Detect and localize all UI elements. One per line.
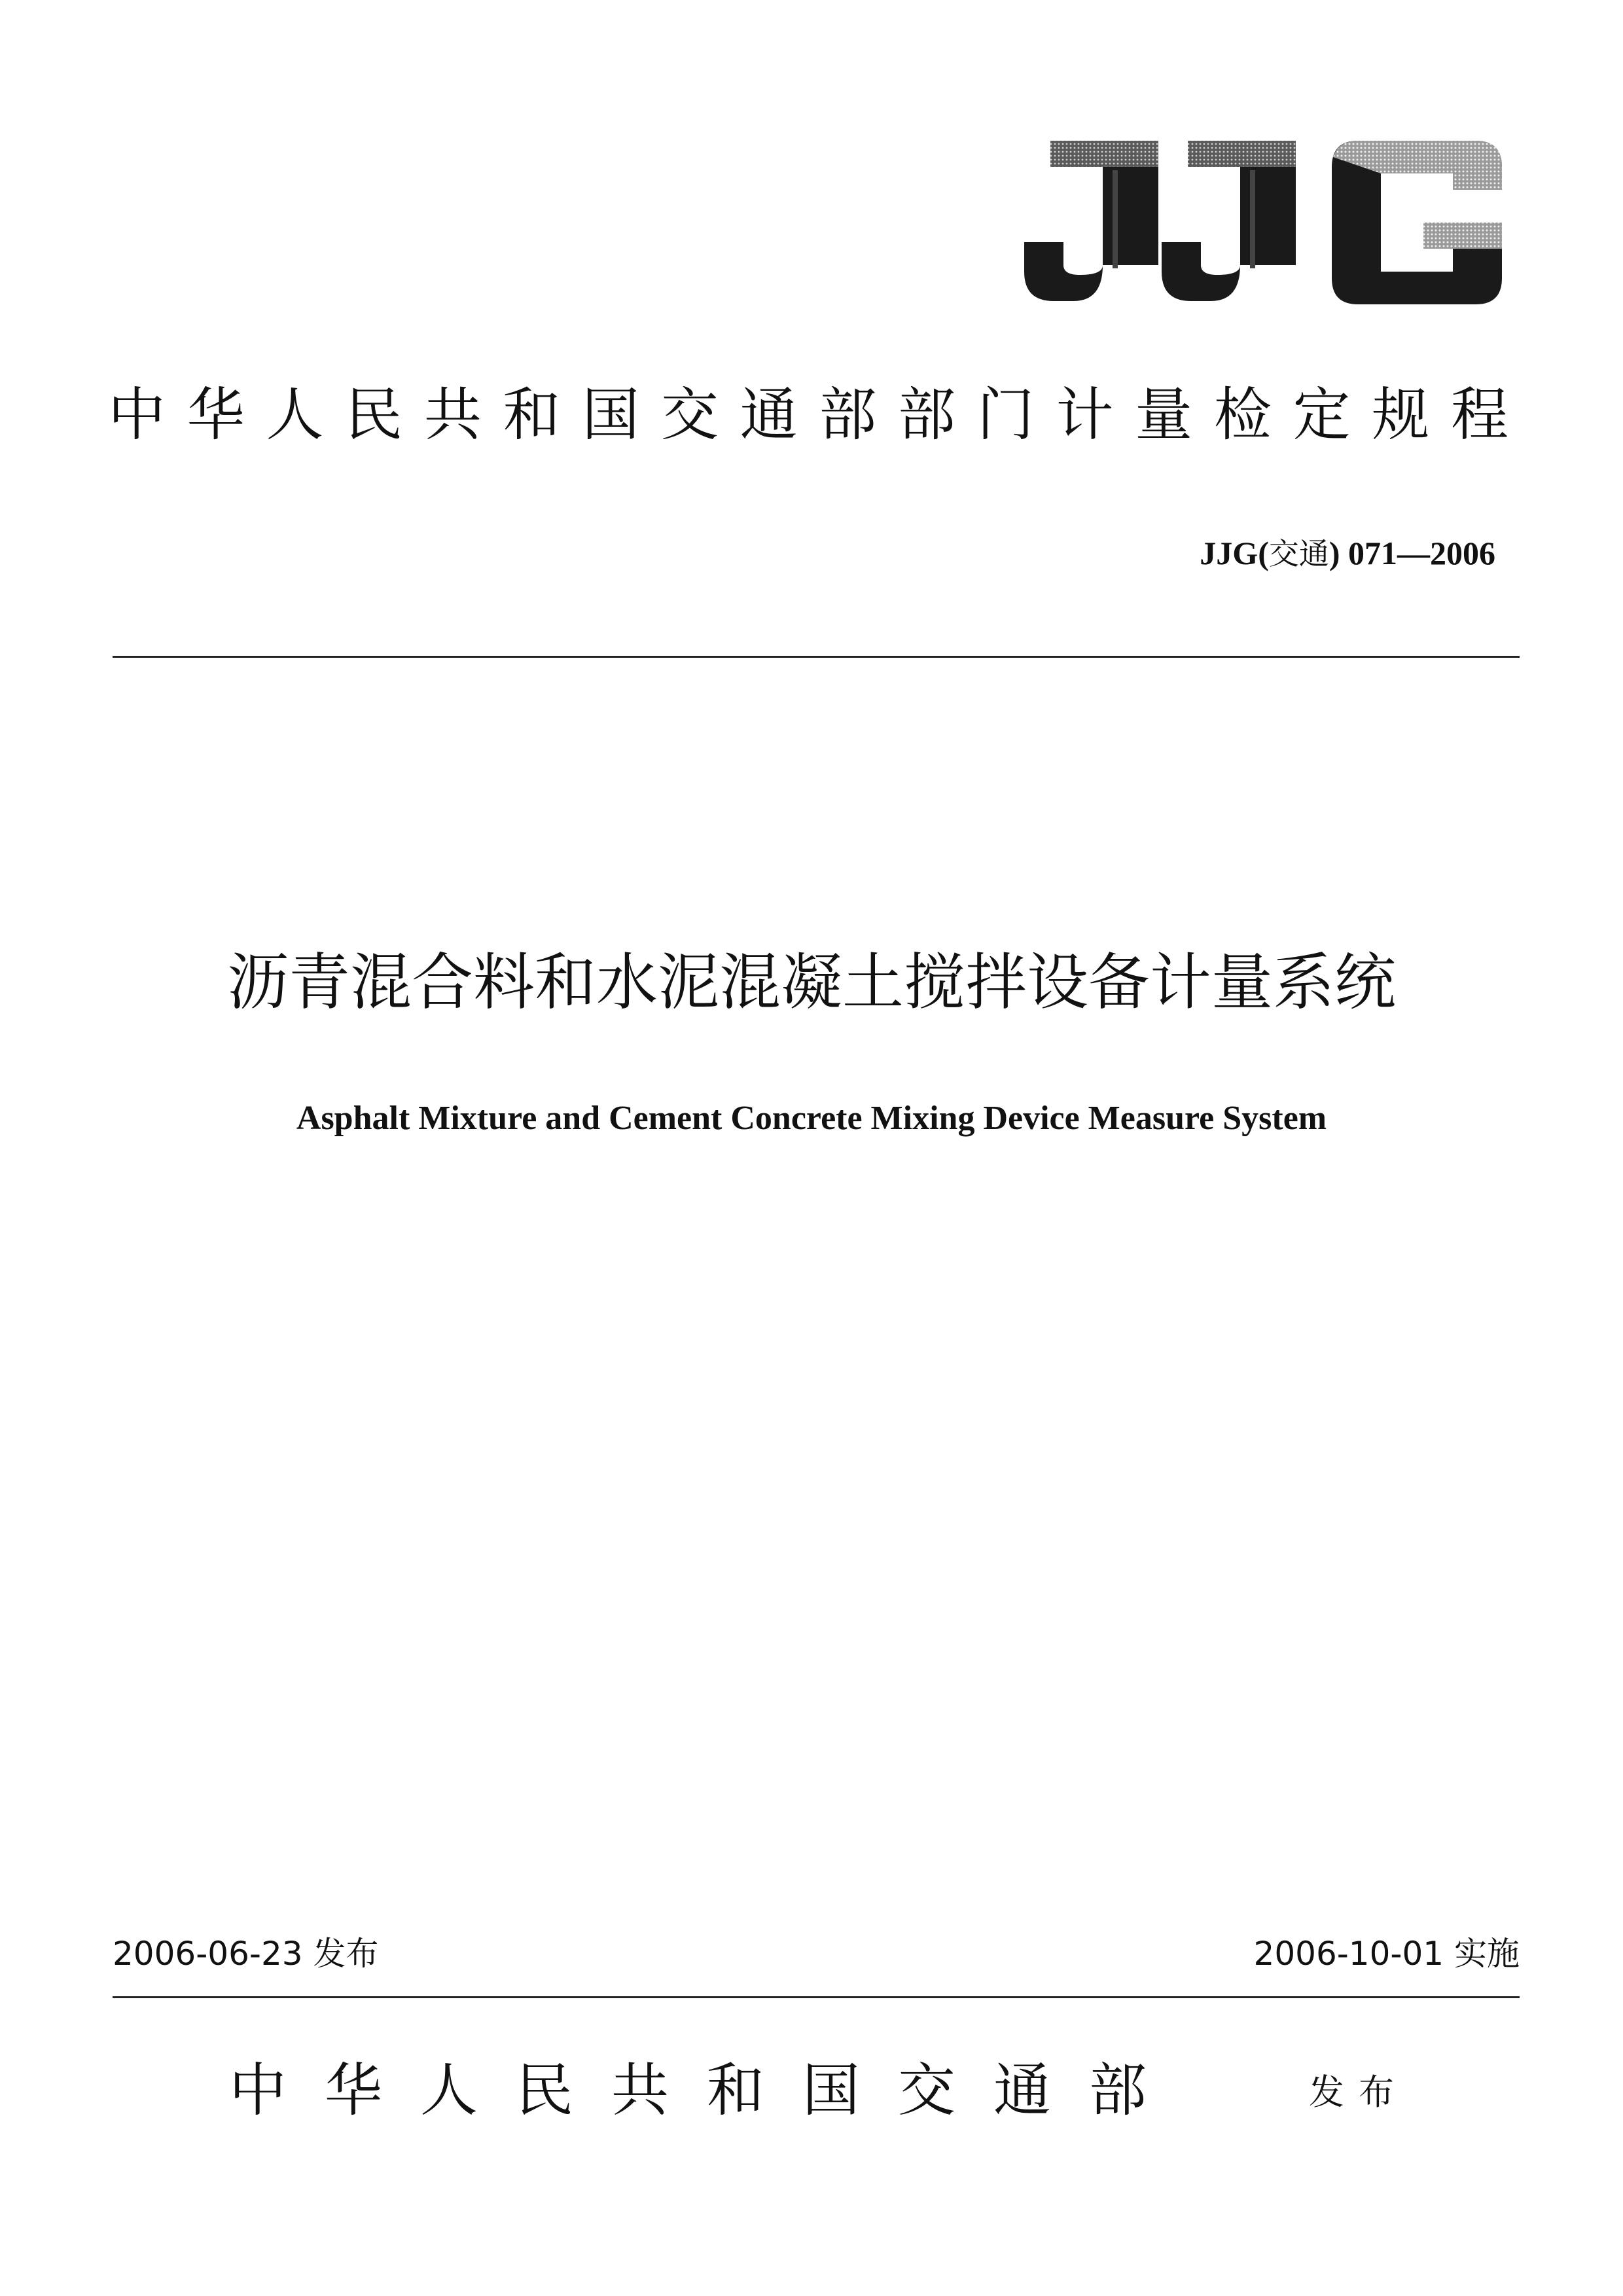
top-divider (113, 656, 1520, 658)
chinese-title: 沥青混合料和水泥混凝土搅拌设备计量系统 (226, 947, 1396, 1018)
jjg-logo (1018, 134, 1508, 311)
standard-code-cn: 交通 (1268, 536, 1329, 571)
jjg-logo-icon (1018, 134, 1508, 311)
standard-code (1200, 537, 1495, 569)
publisher-suffix: 发布 (1309, 2072, 1408, 2113)
issue-date: 2006-06-23 发布 (113, 1935, 379, 1973)
effective-date: 2006-10-01 实施 (1253, 1935, 1520, 1973)
publisher-name: 中华人民共和国交通部 (229, 2056, 1185, 2124)
department-title: 中华人民共和国交通部部门计量检定规程 (108, 381, 1515, 448)
english-title: Asphalt Mixture and Cement Concrete Mixing Device Measure System (296, 1100, 1327, 1137)
standard-code-prefix: JJG( (1200, 535, 1269, 571)
bottom-divider (113, 1996, 1520, 1998)
standard-code-suffix: ) 071—2006 (1329, 535, 1495, 571)
